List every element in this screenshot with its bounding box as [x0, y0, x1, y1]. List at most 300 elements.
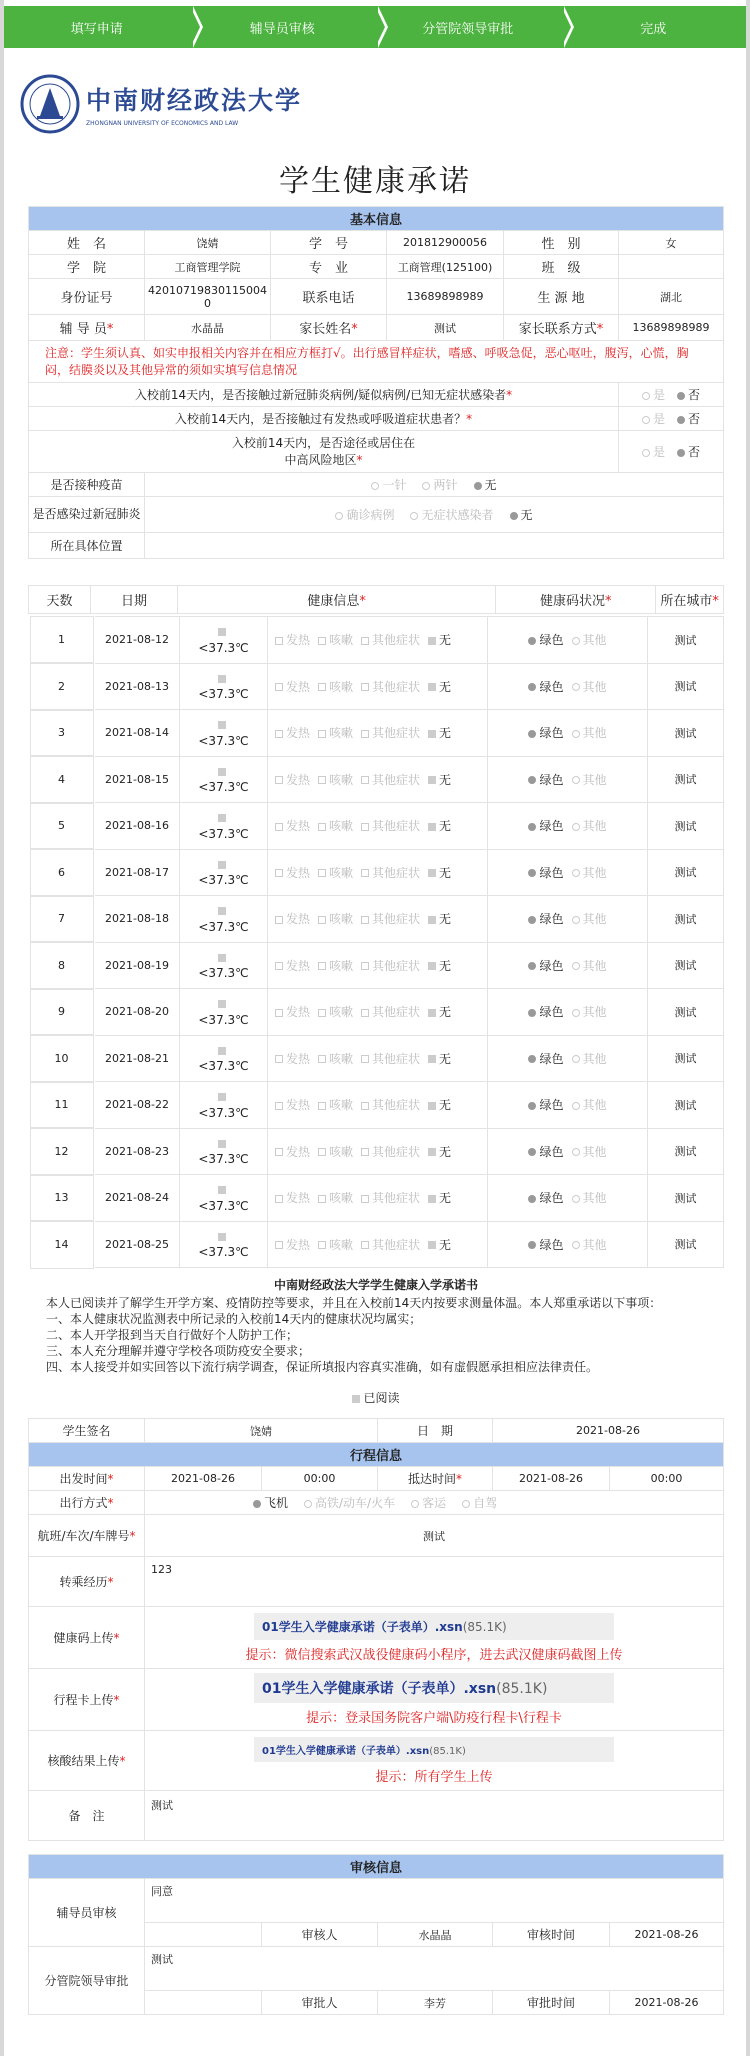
city-cell: 测试	[648, 663, 724, 710]
code-radio[interactable]	[572, 683, 580, 691]
symptom-checkbox[interactable]	[318, 776, 326, 784]
symptom-checkbox[interactable]	[428, 730, 436, 738]
label-depart: 出发时间	[59, 1472, 108, 1486]
symptom-checkbox[interactable]	[318, 1195, 326, 1203]
vaccine-opt-2: 两针	[433, 478, 458, 492]
value-id: 42010719830115004	[148, 283, 267, 297]
code-radio[interactable]	[572, 962, 580, 970]
symptom-checkbox[interactable]	[318, 683, 326, 691]
value-transfer[interactable]: 123	[145, 1557, 724, 1607]
question-contact: 入校前14天内，是否接触过新冠肺炎病例/疑似病例/已知无症状感染者	[134, 388, 507, 402]
radio-vaccine-1[interactable]	[371, 482, 379, 490]
day-cell: 1	[31, 617, 93, 664]
label-nat: 核酸结果上传	[47, 1754, 120, 1768]
symptom-checkbox[interactable]	[428, 869, 436, 877]
city-cell: 测试	[648, 1221, 724, 1268]
city-cell: 测试	[648, 849, 724, 896]
temp-checkbox[interactable]	[218, 1186, 226, 1194]
question-risk-area-2: 中高风险地区	[284, 452, 357, 467]
header-city: 所在城市	[660, 594, 713, 609]
code-label: 绿色	[539, 1191, 564, 1206]
value-remark[interactable]: 测试	[145, 1791, 724, 1841]
symptom-checkbox[interactable]	[428, 1102, 436, 1110]
daily-table	[28, 614, 724, 1270]
date-cell: 2021-08-14	[93, 710, 180, 757]
date-cell: 2021-08-22	[93, 1082, 180, 1129]
temp-checkbox[interactable]	[218, 628, 226, 636]
value-arrive-time[interactable]: 00:00	[610, 1467, 724, 1491]
temp-label: <37.3℃	[198, 1105, 249, 1120]
table-row	[31, 1175, 724, 1222]
symptom-checkbox[interactable]	[361, 823, 369, 831]
symptom-label: 无	[439, 865, 452, 880]
daily-health-section: 天数 日期 健康信息* 健康码状况* 所在城市* 1 2021-08-12 <37.3℃ 发热 咳嗽 其他症状 无 绿色 其他 测试 2 2021-08-13 <37.3℃ 发热 咳嗽 其他症状 无 绿色 其他 测试 3 2021-08-14 <37.3℃ 发热 咳嗽 其他症状 无 绿色 其他 测试 4 2021-08-15 <37.3℃ 发热 咳嗽 其他症状 无 绿色 其他 测试 5 2021-08-16 <37.3℃ 发热 咳嗽 其他症状 无 绿色 其他 测试 6 2021-08-17 <37.3℃ 发热 咳嗽 其他症状 无 绿色 其他 测试 7 2021-08-18 <37.3℃ 发热 咳嗽 其他症状 无 绿色 其他 测试 8 2021-08-19 <37.3℃ 发热 咳嗽 其他症状 无 绿色 其他 测试 9 2021-08-20 <37.3℃ 发热 咳嗽 其他症状 无 绿色 其他 测试 10 2021-08-21 <37.3℃ 发热 咳嗽 其他症状 无 绿色 其他 测试 11 2021-08-22 <37.3℃ 发热 咳嗽 其他症状 无 绿色 其他 测试 12 2021-08-23 <37.3℃ 发热 咳嗽 其他症状 无 绿色 其他 测试 13 2021-08-24 <37.3℃ 发热 咳嗽 其他症状 无 绿色 其他 测试 14 2021-08-25 <37.3℃ 发热 咳嗽 其他症状 无 绿色 其他 测试	[28, 585, 724, 1270]
radio-mode-bus[interactable]	[411, 1500, 419, 1508]
symptom-checkbox[interactable]	[428, 1009, 436, 1017]
symptom-checkbox[interactable]	[361, 1241, 369, 1249]
label-arrive: 抵达时间	[407, 1472, 456, 1486]
vaccine-opt-none: 无	[484, 478, 497, 492]
symptom-checkbox[interactable]	[275, 1055, 283, 1063]
code-radio[interactable]	[528, 776, 536, 784]
code-label: 绿色	[539, 772, 564, 787]
symptom-checkbox[interactable]	[428, 637, 436, 645]
symptom-checkbox[interactable]	[275, 683, 283, 691]
city-cell: 测试	[648, 989, 724, 1036]
symptom-label: 咳嗽	[329, 912, 354, 927]
temp-checkbox[interactable]	[218, 1047, 226, 1055]
symptom-checkbox[interactable]	[275, 823, 283, 831]
symptom-label: 发热	[286, 772, 311, 787]
label-counselor-reviewer: 审核人	[262, 1923, 378, 1947]
symptom-label: 其他症状	[372, 679, 421, 694]
university-name-en: ZHONGNAN UNIVERSITY OF ECONOMICS AND LAW	[86, 120, 239, 127]
symptom-checkbox[interactable]	[275, 1148, 283, 1156]
university-logo	[20, 74, 302, 134]
label-id: 身份证号	[29, 279, 145, 315]
code-label: 其他	[582, 633, 607, 648]
symptom-checkbox[interactable]	[361, 869, 369, 877]
symptom-label: 发热	[286, 1237, 311, 1252]
symptom-label: 咳嗽	[329, 1191, 354, 1206]
symptom-label: 无	[439, 772, 452, 787]
table-row	[31, 756, 724, 803]
radio-mode-car[interactable]	[462, 1500, 470, 1508]
infected-opt-1: 确诊病例	[346, 508, 395, 522]
value-flight[interactable]: 测试	[145, 1515, 724, 1557]
review-section	[28, 1854, 724, 2015]
temp-checkbox[interactable]	[218, 1140, 226, 1148]
code-label: 其他	[582, 1098, 607, 1113]
value-counselor: 水晶晶	[145, 315, 271, 341]
symptom-label: 其他症状	[372, 772, 421, 787]
code-radio[interactable]	[572, 1055, 580, 1063]
symptom-checkbox[interactable]	[275, 637, 283, 645]
code-label: 绿色	[539, 865, 564, 880]
label-parent-phone: 家长联系方式	[518, 322, 597, 337]
symptom-checkbox[interactable]	[361, 683, 369, 691]
radio-mode-train[interactable]	[304, 1500, 312, 1508]
date-cell: 2021-08-15	[93, 756, 180, 803]
pledge-line-5: 四、本人接受并如实回答以下流行病学调查，保证所填报内容真实准确，如有虚假愿承担相应法律责任。	[46, 1360, 599, 1374]
value-gender: 女	[618, 231, 723, 255]
university-emblem	[20, 74, 80, 134]
pledge-title: 中南财经政法大学学生健康入学承诺书	[273, 1278, 478, 1292]
label-class: 班 级	[503, 255, 618, 279]
value-phone: 13689898989	[386, 279, 503, 315]
pledge-line-1: 本人已阅读并了解学生开学方案、疫情防控等要求，并且在入校前14天内按要求测量体温。本人郑重承诺以下事项：	[46, 1296, 662, 1310]
code-label: 绿色	[539, 1005, 564, 1020]
code-label: 其他	[582, 865, 607, 880]
symptom-checkbox[interactable]	[428, 916, 436, 924]
label-infected: 是否感染过新冠肺炎	[29, 497, 145, 533]
code-radio[interactable]	[528, 869, 536, 877]
day-cell: 8	[31, 942, 93, 989]
trip-section-title: 行程信息	[29, 1443, 724, 1467]
trip-card-file-size: (85.1K)	[496, 1681, 548, 1697]
date-cell: 2021-08-16	[93, 803, 180, 850]
symptom-checkbox[interactable]	[318, 962, 326, 970]
label-parent: 家长姓名	[299, 322, 352, 337]
city-cell: 测试	[648, 710, 724, 757]
code-radio[interactable]	[528, 1241, 536, 1249]
symptom-label: 其他症状	[372, 1005, 421, 1020]
temp-checkbox[interactable]	[218, 907, 226, 915]
code-radio[interactable]	[528, 1055, 536, 1063]
table-row	[31, 1035, 724, 1082]
city-cell: 测试	[648, 1082, 724, 1129]
label-counselor-time: 审核时间	[493, 1923, 610, 1947]
code-radio[interactable]	[528, 962, 536, 970]
symptom-checkbox[interactable]	[318, 1148, 326, 1156]
health-code-file-size: (85.1K)	[462, 1619, 507, 1634]
progress-steps	[4, 6, 746, 48]
symptom-label: 无	[439, 726, 452, 741]
code-radio[interactable]	[572, 823, 580, 831]
symptom-checkbox[interactable]	[361, 1195, 369, 1203]
radio-q2-yes[interactable]	[642, 416, 650, 424]
symptom-label: 发热	[286, 1051, 311, 1066]
code-label: 其他	[582, 819, 607, 834]
temp-checkbox[interactable]	[218, 721, 226, 729]
symptom-checkbox[interactable]	[428, 823, 436, 831]
day-cell: 12	[31, 1128, 93, 1175]
value-arrive-date[interactable]: 2021-08-26	[493, 1467, 610, 1491]
health-code-file[interactable]	[254, 1613, 614, 1640]
code-radio[interactable]	[528, 683, 536, 691]
code-label: 绿色	[539, 1051, 564, 1066]
value-sign-date: 2021-08-26	[493, 1419, 724, 1443]
day-cell: 7	[31, 896, 93, 943]
temp-checkbox[interactable]	[218, 1000, 226, 1008]
code-radio[interactable]	[528, 1102, 536, 1110]
label-college: 学 院	[29, 255, 145, 279]
code-radio[interactable]	[572, 916, 580, 924]
radio-infected-confirmed[interactable]	[335, 512, 343, 520]
value-parent-phone: 13689898989	[618, 315, 723, 341]
q2-no-label: 否	[688, 412, 701, 426]
symptom-label: 咳嗽	[329, 819, 354, 834]
city-cell: 测试	[648, 942, 724, 989]
mode-opt-bus: 客运	[422, 1496, 447, 1510]
symptom-checkbox[interactable]	[361, 916, 369, 924]
date-cell: 2021-08-24	[93, 1175, 180, 1222]
symptom-label: 发热	[286, 1005, 311, 1020]
code-label: 其他	[582, 772, 607, 787]
label-trip-card: 行程卡上传	[53, 1693, 114, 1707]
symptom-label: 发热	[286, 679, 311, 694]
table-row	[31, 896, 724, 943]
label-major: 专 业	[270, 255, 386, 279]
value-depart-time[interactable]: 00:00	[262, 1467, 378, 1491]
temp-checkbox[interactable]	[218, 861, 226, 869]
symptom-checkbox[interactable]	[275, 916, 283, 924]
table-row	[31, 849, 724, 896]
date-cell: 2021-08-13	[93, 663, 180, 710]
symptom-checkbox[interactable]	[361, 1009, 369, 1017]
value-origin: 湖北	[618, 279, 723, 315]
symptom-checkbox[interactable]	[428, 962, 436, 970]
health-code-hint: 提示：微信搜索武汉战役健康码小程序，进去武汉健康码截图上传	[245, 1647, 623, 1663]
code-radio[interactable]	[528, 730, 536, 738]
day-cell: 4	[31, 756, 93, 803]
date-cell: 2021-08-25	[93, 1221, 180, 1268]
day-cell: 2	[31, 663, 93, 710]
symptom-checkbox[interactable]	[318, 823, 326, 831]
temp-checkbox[interactable]	[218, 1093, 226, 1101]
temp-label: <37.3℃	[198, 1198, 249, 1213]
location-field[interactable]	[145, 533, 724, 559]
code-radio[interactable]	[528, 1009, 536, 1017]
symptom-checkbox[interactable]	[318, 730, 326, 738]
symptom-checkbox[interactable]	[361, 1148, 369, 1156]
symptom-checkbox[interactable]	[318, 1241, 326, 1249]
symptom-label: 其他症状	[372, 912, 421, 927]
symptom-label: 无	[439, 1237, 452, 1252]
radio-q3-yes[interactable]	[642, 449, 650, 457]
symptom-checkbox[interactable]	[361, 730, 369, 738]
radio-mode-plane[interactable]	[253, 1500, 261, 1508]
symptom-checkbox[interactable]	[275, 869, 283, 877]
symptom-checkbox[interactable]	[361, 1102, 369, 1110]
code-label: 绿色	[539, 1237, 564, 1252]
date-cell: 2021-08-20	[93, 989, 180, 1036]
symptom-checkbox[interactable]	[318, 869, 326, 877]
symptom-label: 其他症状	[372, 1098, 421, 1113]
city-cell: 测试	[648, 896, 724, 943]
counselor-reviewer: 水晶晶	[378, 1923, 493, 1947]
label-origin: 生 源 地	[503, 279, 618, 315]
symptom-checkbox[interactable]	[428, 776, 436, 784]
read-label: 已阅读	[363, 1391, 400, 1405]
symptom-checkbox[interactable]	[428, 683, 436, 691]
header-date: 日期	[91, 586, 178, 614]
code-radio[interactable]	[572, 869, 580, 877]
temp-label: <37.3℃	[198, 1059, 249, 1074]
symptom-label: 咳嗽	[329, 958, 354, 973]
q3-yes-label: 是	[652, 445, 665, 459]
table-row	[31, 942, 724, 989]
question-fever: 入校前14天内，是否接触过有发热或呼吸道症状患者？	[174, 412, 467, 426]
symptom-label: 咳嗽	[329, 772, 354, 787]
trip-card-hint: 提示：登录国务院客户端\防疫行程卡\行程卡	[306, 1711, 562, 1726]
vaccine-opt-1: 一针	[382, 478, 407, 492]
code-radio[interactable]	[528, 637, 536, 645]
temp-checkbox[interactable]	[218, 954, 226, 962]
value-stuid: 201812900056	[386, 231, 503, 255]
symptom-checkbox[interactable]	[275, 1102, 283, 1110]
temp-checkbox[interactable]	[218, 1233, 226, 1241]
symptom-checkbox[interactable]	[275, 1195, 283, 1203]
temp-checkbox[interactable]	[218, 675, 226, 683]
symptom-label: 发热	[286, 1144, 311, 1159]
leader-comment: 测试	[145, 1947, 724, 1991]
symptom-checkbox[interactable]	[428, 1241, 436, 1249]
radio-q1-yes[interactable]	[642, 392, 650, 400]
pledge-line-3: 二、本人开学报到当天自行做好个人防护工作；	[46, 1328, 299, 1342]
city-cell: 测试	[648, 1175, 724, 1222]
code-label: 绿色	[539, 958, 564, 973]
radio-vaccine-none[interactable]	[474, 482, 482, 490]
symptom-checkbox[interactable]	[275, 730, 283, 738]
temp-checkbox[interactable]	[218, 768, 226, 776]
value-id-tail: 0	[203, 296, 211, 310]
symptom-checkbox[interactable]	[275, 1009, 283, 1017]
q1-no-label: 否	[688, 388, 701, 402]
symptom-checkbox[interactable]	[428, 1195, 436, 1203]
step-counselor: 辅导员审核	[190, 6, 376, 48]
table-row	[31, 617, 724, 664]
symptom-checkbox[interactable]	[428, 1055, 436, 1063]
step-leader: 分管院领导审批	[375, 6, 561, 48]
label-vaccine: 是否接种疫苗	[29, 473, 145, 497]
table-row	[31, 710, 724, 757]
symptom-checkbox[interactable]	[275, 1241, 283, 1249]
date-cell: 2021-08-21	[93, 1035, 180, 1082]
symptom-label: 咳嗽	[329, 726, 354, 741]
symptom-checkbox[interactable]	[318, 1102, 326, 1110]
code-radio[interactable]	[528, 823, 536, 831]
radio-q3-no[interactable]	[677, 449, 685, 457]
read-checkbox[interactable]	[352, 1395, 360, 1403]
symptom-checkbox[interactable]	[428, 1148, 436, 1156]
temp-checkbox[interactable]	[218, 814, 226, 822]
temp-label: <37.3℃	[198, 873, 249, 888]
symptom-checkbox[interactable]	[275, 776, 283, 784]
label-leader-reviewer: 审批人	[262, 1991, 378, 2015]
code-label: 其他	[582, 912, 607, 927]
symptom-label: 发热	[286, 819, 311, 834]
code-radio[interactable]	[572, 1102, 580, 1110]
label-counselor: 辅 导 员	[59, 322, 107, 337]
review-section-title: 审核信息	[29, 1855, 724, 1879]
city-cell: 测试	[648, 756, 724, 803]
code-radio[interactable]	[572, 1009, 580, 1017]
mode-opt-car: 自驾	[473, 1496, 498, 1510]
day-cell: 9	[31, 989, 93, 1036]
header-day: 天数	[29, 586, 91, 614]
label-flight: 航班/车次/车牌号	[37, 1528, 130, 1543]
symptom-checkbox[interactable]	[275, 962, 283, 970]
symptom-label: 无	[439, 633, 452, 648]
code-radio[interactable]	[572, 637, 580, 645]
symptom-checkbox[interactable]	[361, 637, 369, 645]
code-label: 绿色	[539, 912, 564, 927]
trip-card-file[interactable]	[254, 1673, 614, 1703]
symptom-checkbox[interactable]	[318, 1009, 326, 1017]
temp-label: <37.3℃	[198, 733, 249, 748]
value-parent: 测试	[386, 315, 503, 341]
radio-vaccine-2[interactable]	[422, 482, 430, 490]
symptom-label: 发热	[286, 1191, 311, 1206]
table-row	[31, 1221, 724, 1268]
value-major: 工商管理(125100)	[386, 255, 503, 279]
symptom-checkbox[interactable]	[318, 916, 326, 924]
header-code: 健康码状况	[540, 594, 606, 609]
code-radio[interactable]	[572, 776, 580, 784]
label-leader-time: 审批时间	[493, 1991, 610, 2015]
code-radio[interactable]	[572, 1148, 580, 1156]
symptom-label: 咳嗽	[329, 865, 354, 880]
notice-text: 注意：学生须认真、如实申报相关内容并在相应方框打√。出行感冒样症状，嗜感、呼吸急促，恶心呕吐，腹泻，心慌，胸闷，结膜炎以及其他异常的须如实填写信息情况	[29, 341, 724, 383]
symptom-label: 无	[439, 1098, 452, 1113]
symptom-label: 发热	[286, 865, 311, 880]
step-done: 完成	[561, 6, 747, 48]
page-title: 学生健康承诺	[279, 164, 471, 199]
table-row	[31, 1128, 724, 1175]
nat-file[interactable]	[254, 1737, 614, 1762]
symptom-checkbox[interactable]	[361, 776, 369, 784]
symptom-label: 发热	[286, 633, 311, 648]
q3-no-label: 否	[688, 445, 701, 459]
temp-label: <37.3℃	[198, 640, 249, 655]
symptom-checkbox[interactable]	[361, 1055, 369, 1063]
infected-opt-none: 无	[520, 508, 533, 522]
code-label: 其他	[582, 958, 607, 973]
symptom-checkbox[interactable]	[318, 1055, 326, 1063]
symptom-checkbox[interactable]	[318, 637, 326, 645]
symptom-label: 咳嗽	[329, 679, 354, 694]
code-label: 绿色	[539, 1098, 564, 1113]
code-label: 其他	[582, 1237, 607, 1252]
header-health: 健康信息	[307, 594, 360, 609]
symptom-checkbox[interactable]	[361, 962, 369, 970]
day-cell: 10	[31, 1035, 93, 1082]
code-radio[interactable]	[528, 1195, 536, 1203]
code-radio[interactable]	[528, 916, 536, 924]
radio-q2-no[interactable]	[677, 416, 685, 424]
value-depart-date[interactable]: 2021-08-26	[145, 1467, 262, 1491]
symptom-label: 发热	[286, 912, 311, 927]
symptom-label: 无	[439, 679, 452, 694]
code-radio[interactable]	[572, 1195, 580, 1203]
code-radio[interactable]	[528, 1148, 536, 1156]
symptom-label: 其他症状	[372, 1144, 421, 1159]
code-radio[interactable]	[572, 1241, 580, 1249]
symptom-label: 其他症状	[372, 633, 421, 648]
radio-q1-no[interactable]	[677, 392, 685, 400]
symptom-label: 其他症状	[372, 1191, 421, 1206]
symptom-label: 咳嗽	[329, 1005, 354, 1020]
label-gender: 性 别	[503, 231, 618, 255]
q1-yes-label: 是	[652, 388, 665, 402]
label-remark: 备 注	[29, 1791, 145, 1841]
city-cell: 测试	[648, 1035, 724, 1082]
date-cell: 2021-08-12	[93, 617, 180, 664]
radio-infected-asym[interactable]	[410, 512, 418, 520]
code-radio[interactable]	[572, 730, 580, 738]
radio-infected-none[interactable]	[510, 512, 518, 520]
